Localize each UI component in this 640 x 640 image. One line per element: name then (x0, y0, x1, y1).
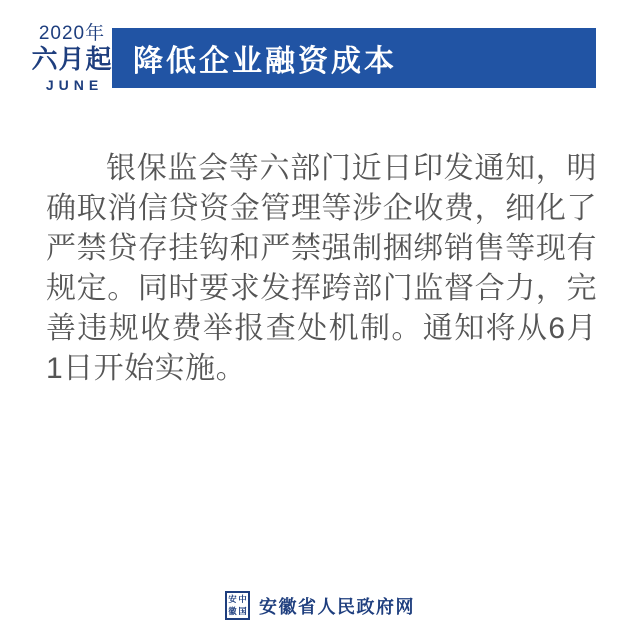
article-body (46, 149, 597, 389)
site-name-label: 安徽省人民政府网 (259, 596, 415, 617)
date-month-label: 六月起 (31, 44, 113, 74)
date-year-label: 2020年 (38, 23, 106, 44)
date-month-en-label: JUNE (45, 77, 104, 93)
date-block (31, 23, 113, 94)
footer (0, 591, 640, 620)
seal-char: 国 (238, 606, 247, 616)
government-seal-icon (225, 591, 250, 620)
title-banner (112, 28, 596, 88)
seal-char: 安 (228, 594, 237, 604)
seal-char: 中 (238, 594, 247, 604)
article-paragraph: 银保监会等六部门近日印发通知，明确取消信贷资金管理等涉企收费，细化了严禁贷存挂钩和严禁强制捆绑销售等现有规定。同时要求发挥跨部门监督合力，完善违规收费举报查处机制。通知将从6月1日开始实施。 (46, 152, 597, 385)
seal-char: 徽 (228, 606, 237, 616)
page-title: 降低企业融资成本 (133, 45, 397, 78)
